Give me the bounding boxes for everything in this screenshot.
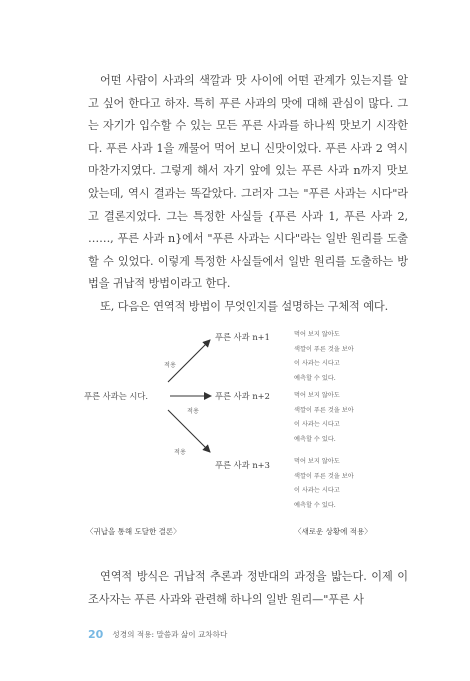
target-label-2: 푸른 사과 n+2 (215, 391, 270, 401)
source-principle: 푸른 사과는 시다. (84, 391, 149, 401)
target-label-1: 푸른 사과 n+1 (215, 332, 270, 342)
arrow-down (168, 410, 210, 452)
target-note-2: 먹어 보지 않아도 색깔이 푸른 것을 보아 이 사과는 시다고 예측할 수 있다. (294, 392, 354, 443)
target-label-3: 푸른 사과 n+3 (215, 460, 270, 470)
target-note-3: 먹어 보지 않아도 색깔이 푸른 것을 보아 이 사과는 시다고 예측할 수 있다. (294, 458, 354, 509)
running-title: 성경의 적용: 말씀과 삶이 교차하다 (112, 630, 228, 639)
apply-label-middle: 적용 (187, 408, 199, 415)
body-text-top (88, 70, 408, 319)
caption-application: 〈새로운 상황에 적용〉 (294, 527, 372, 536)
page-footer (88, 624, 227, 640)
apply-label-down: 적용 (174, 449, 186, 456)
caption-induction: 〈귀납을 통해 도달한 결론〉 (86, 527, 181, 536)
paragraph-inductive: 어떤 사람이 사과의 색깔과 맛 사이에 어떤 관계가 있는지를 알고 싶어 한다고 하자. 특히 푸른 사과의 맛에 대해 관심이 많다. 그는 자기가 입수할 수 있는 모든 푸른 사과를 하나씩 맛보기 시작한다. 푸른 사과 1을 깨물어 먹어 보니 신맛이었다. 푸른 사과 2 역시 마찬가지였다. 그렇게 해서 자기 앞에 있는 푸른 사과 n까지 맛보았는데, 역시 결과는 똑같았다. 그러자 그는 "푸른 사과는 시다"라고 결론지었다. 그는 특정한 사실들 {푸른 사과 1, 푸른 사과 2, ……, 푸른 사과 n}에서 "푸른 사과는 시다"라는 일반 원리를 도출할 수 있었다. 이렇게 특정한 사실들에서 일반 원리를 도출하는 방법을 귀납적 방법이라고 한다. (88, 74, 408, 291)
paragraph-deductive: 연역적 방식은 귀납적 추론과 정반대의 과정을 밟는다. 이제 이 조사자는 푸른 사과와 관련해 하나의 일반 원리—"푸른 사 (88, 570, 408, 606)
page-number: 20 (88, 628, 104, 641)
body-text-bottom (88, 566, 408, 611)
paragraph-deductive-intro: 또, 다음은 연역적 방법이 무엇인지를 설명하는 구체적 예다. (100, 299, 389, 313)
apply-label-up: 적용 (164, 362, 176, 369)
target-note-1: 먹어 보지 않아도 색깔이 푸른 것을 보아 이 사과는 시다고 예측할 수 있다. (294, 331, 354, 382)
deduction-diagram (84, 322, 408, 550)
